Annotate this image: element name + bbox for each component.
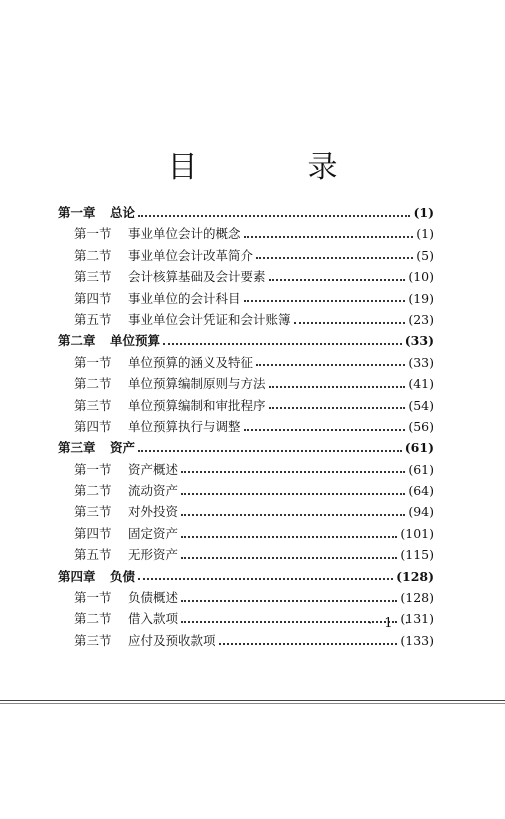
toc-entry-page: (56) — [408, 418, 434, 434]
toc-section-entry — [58, 246, 434, 267]
leader-dots — [181, 493, 405, 495]
toc-entry-title: 单位预算 — [110, 333, 161, 349]
toc-chapter-entry — [58, 331, 434, 352]
toc-section-entry — [58, 289, 434, 310]
toc-entry-page: (64) — [408, 483, 434, 499]
toc-chapter-entry — [58, 438, 434, 459]
toc-entry-title: 事业单位会计凭证和会计账簿 — [128, 311, 291, 327]
leader-dots — [269, 386, 406, 388]
leader-dots — [244, 236, 414, 238]
toc-entry-number: 第二节 — [74, 376, 112, 392]
toc-entry-number: 第四节 — [74, 290, 112, 306]
toc-entry-number: 第一节 — [74, 590, 112, 606]
toc-section-entry — [58, 460, 434, 481]
toc-entry-number: 第一章 — [58, 205, 96, 220]
toc-section-entry — [58, 396, 434, 417]
toc-section-entry — [58, 502, 434, 523]
toc-section-entry — [58, 353, 434, 374]
toc-entry-number: 第五节 — [74, 547, 112, 563]
toc-entry-page: (5) — [416, 247, 434, 263]
toc-section-entry — [58, 524, 434, 545]
toc-entry-page: (101) — [400, 525, 434, 541]
toc-entry-number: 第三节 — [74, 632, 112, 648]
leader-dots — [244, 300, 406, 302]
toc-entry-number: 第四节 — [74, 525, 112, 541]
leader-dots — [219, 643, 398, 645]
toc-entry-title: 单位预算的涵义及特征 — [128, 354, 254, 370]
toc-entry-title: 负债概述 — [128, 590, 179, 606]
toc-entry-number: 第二节 — [74, 247, 112, 263]
toc-entry-number: 第四节 — [74, 418, 112, 434]
toc-section-entry — [58, 588, 434, 609]
toc-entry-page: (54) — [408, 397, 434, 413]
toc-entry-page: (61) — [404, 440, 434, 456]
table-of-contents — [58, 203, 434, 652]
toc-entry-title: 资产概述 — [128, 461, 179, 477]
leader-dots — [181, 621, 397, 623]
toc-entry-title: 资产 — [110, 440, 136, 456]
toc-section-entry — [58, 224, 434, 245]
toc-entry-page: (19) — [408, 290, 434, 306]
toc-section-entry — [58, 267, 434, 288]
toc-entry-page: (128) — [396, 568, 434, 584]
leader-dots — [138, 578, 393, 580]
toc-entry-page: (61) — [408, 461, 434, 477]
toc-section-entry — [58, 374, 434, 395]
toc-section-entry — [58, 481, 434, 502]
toc-entry-page: (33) — [408, 354, 434, 370]
toc-entry-page: (1) — [413, 205, 434, 220]
toc-entry-page: (131) — [400, 611, 434, 627]
toc-section-entry — [58, 310, 434, 331]
leader-dots — [163, 343, 402, 345]
toc-entry-title: 总论 — [110, 205, 136, 220]
leader-dots — [181, 600, 397, 602]
toc-entry-page: (94) — [408, 504, 434, 520]
toc-section-entry — [58, 631, 434, 652]
leader-dots — [256, 364, 405, 366]
toc-entry-number: 第二章 — [58, 333, 96, 349]
toc-entry-title: 借入款项 — [128, 611, 179, 627]
page-number: · 1 · — [368, 616, 413, 631]
toc-entry-page: (133) — [400, 632, 434, 648]
toc-entry-title: 应付及预收款项 — [128, 632, 216, 648]
toc-entry-number: 第五节 — [74, 311, 112, 327]
leader-dots — [138, 450, 402, 452]
toc-entry-number: 第四章 — [58, 568, 96, 584]
toc-entry-number: 第三节 — [74, 269, 112, 285]
toc-entry-title: 负债 — [110, 568, 136, 584]
toc-entry-page: (23) — [408, 311, 434, 327]
toc-entry-page: (41) — [408, 376, 434, 392]
page-title: 目 录 — [167, 150, 378, 185]
toc-entry-title: 会计核算基础及会计要素 — [128, 269, 266, 285]
leader-dots — [294, 322, 406, 324]
toc-entry-page: (10) — [408, 269, 434, 285]
toc-entry-title: 固定资产 — [128, 525, 179, 541]
leader-dots — [181, 536, 397, 538]
toc-entry-title: 事业单位会计的概念 — [128, 226, 241, 242]
leader-dots — [138, 215, 410, 217]
toc-entry-title: 无形资产 — [128, 547, 179, 563]
toc-entry-number: 第二节 — [74, 483, 112, 499]
toc-chapter-entry — [58, 567, 434, 588]
toc-entry-number: 第三节 — [74, 504, 112, 520]
toc-entry-number: 第一节 — [74, 226, 112, 242]
leader-dots — [181, 471, 405, 473]
toc-entry-page: (128) — [400, 590, 434, 606]
leader-dots — [256, 257, 413, 259]
toc-entry-page: (115) — [400, 547, 434, 563]
toc-entry-title: 单位预算编制原则与方法 — [128, 376, 266, 392]
leader-dots — [269, 279, 406, 281]
leader-dots — [244, 429, 406, 431]
toc-section-entry — [58, 545, 434, 566]
bottom-rule — [0, 700, 505, 701]
toc-entry-number: 第二节 — [74, 611, 112, 627]
toc-entry-page: (33) — [404, 333, 434, 349]
toc-entry-title: 对外投资 — [128, 504, 179, 520]
toc-chapter-entry — [58, 203, 434, 224]
leader-dots — [181, 514, 405, 516]
bottom-rule-secondary — [0, 703, 505, 704]
toc-entry-number: 第一节 — [74, 461, 112, 477]
toc-entry-page: (1) — [416, 226, 434, 242]
leader-dots — [181, 557, 397, 559]
toc-section-entry — [58, 417, 434, 438]
leader-dots — [269, 407, 406, 409]
toc-entry-title: 事业单位会计改革简介 — [128, 247, 254, 263]
toc-entry-title: 单位预算编制和审批程序 — [128, 397, 266, 413]
toc-entry-title: 事业单位的会计科目 — [128, 290, 241, 306]
toc-entry-number: 第一节 — [74, 354, 112, 370]
toc-entry-title: 单位预算执行与调整 — [128, 418, 241, 434]
toc-entry-number: 第三节 — [74, 397, 112, 413]
toc-entry-number: 第三章 — [58, 440, 96, 456]
toc-entry-title: 流动资产 — [128, 483, 179, 499]
